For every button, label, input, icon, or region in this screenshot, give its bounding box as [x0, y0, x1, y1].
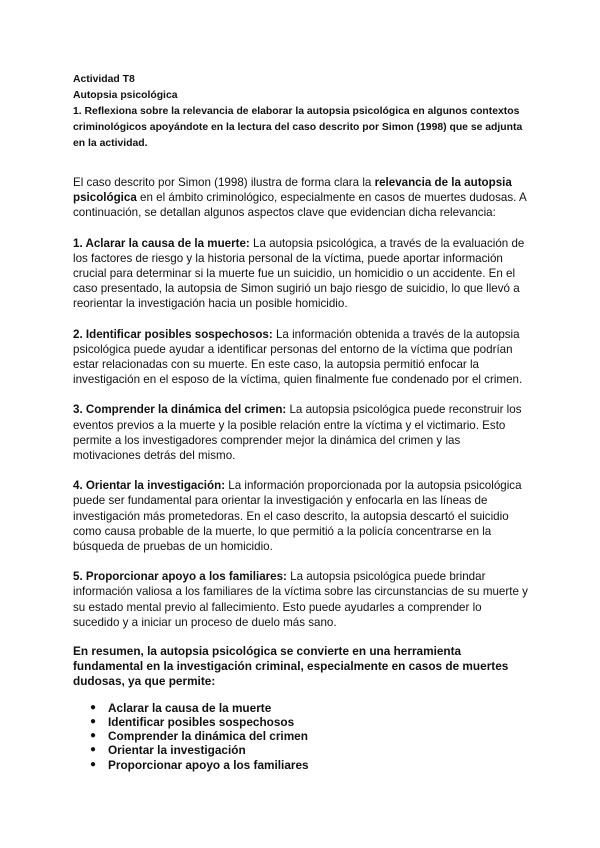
- intro-text-after: en el ámbito criminológico, especialmente en casos de muertes dudosas. A continuación, se detallan algunos aspectos clave que evidencian dicha relevancia:: [73, 191, 527, 220]
- section-2: [73, 327, 528, 388]
- section-1: [73, 236, 528, 312]
- intro-text-bold: relevancia de la autopsia psicológica: [73, 176, 512, 205]
- section-2-lead: 2. Identificar posibles sospechosos:: [73, 327, 273, 341]
- summary-bullet-list: [73, 701, 528, 772]
- section-4: [73, 478, 528, 554]
- section-5: [73, 569, 528, 630]
- summary-paragraph: En resumen, la autopsia psicológica se convierte en una herramienta fundamental en la investigación criminal, especialmente en casos de muertes dudosas, ya que permite:: [73, 644, 509, 689]
- activity-title: Actividad T8: [73, 74, 135, 85]
- list-item: ● Proporcionar apoyo a los familiares: [90, 757, 309, 772]
- section-5-lead: 5. Proporcionar apoyo a los familiares:: [73, 570, 287, 584]
- bullet-dot-icon: ●: [90, 758, 97, 770]
- list-item: ● Aclarar la causa de la muerte: [90, 700, 272, 715]
- question-text: 1. Reflexiona sobre la relevancia de elaborar la autopsia psicológica en algunos contextos criminológicos apoyándote en la lectura del caso descrito por Simon (1998) que se adjunta en la actividad.: [73, 106, 523, 149]
- section-3-text: La autopsia psicológica puede reconstruir los eventos previos a la muerte y la posible relación entre la víctima y el victimario. Esto permite a los investigadores comprender mejor la dinámica del crimen y las motivaciones detrás del mismo.: [73, 403, 522, 463]
- intro-text-before: El caso descrito por Simon (1998) ilustra de forma clara la: [73, 176, 375, 189]
- section-2-text: La información obtenida a través de la autopsia psicológica puede ayudar a identificar personas del entorno de la víctima que podrían estar relacionadas con su muerte. En este caso, la autopsia permitió enfocar la investigación en el esposo de la víctima, quien finalmente fue condenado por el crimen.: [73, 327, 523, 387]
- bullet-dot-icon: ●: [90, 744, 97, 756]
- bullet-dot-icon: ●: [90, 701, 97, 713]
- bullet-dot-icon: ●: [90, 730, 97, 742]
- section-4-text: La información proporcionada por la autopsia psicológica puede ser fundamental para orientar la investigación y enfocarla en las líneas de investigación más prometedoras. En el caso descrito, la autopsia descartó el suicidio como causa probable de la muerte, lo que permitió a la policía concentrarse en la búsqueda de pruebas de un homicidio.: [73, 479, 522, 554]
- section-3: [73, 402, 528, 463]
- section-3-lead: 3. Comprender la dinámica del crimen:: [73, 403, 287, 417]
- list-item: ● Identificar posibles sospechosos: [90, 714, 295, 729]
- section-4-lead: 4. Orientar la investigación:: [73, 479, 226, 493]
- intro-paragraph: [73, 175, 528, 221]
- section-1-text: La autopsia psicológica, a través de la evaluación de los factores de riesgo y la historia personal de la víctima, puede aportar información crucial para determinar si la muerte fue un suicidio, un homicidio o un accidente. En el caso presentado, la autopsia de Simon sugirió un bajo riesgo de suicidio, lo que llevó a reorientar la investigación hacia un posible homicidio.: [73, 236, 525, 311]
- list-item: ● Comprender la dinámica del crimen: [90, 729, 308, 744]
- list-item: ● Orientar la investigación: [90, 743, 246, 758]
- section-5-text: La autopsia psicológica puede brindar información valiosa a los familiares de la víctima sobre las circunstancias de su muerte y su estado mental previo al fallecimiento. Esto puede ayudarles a comprender lo sucedido y a iniciar un proceso de duelo más sano.: [73, 570, 528, 629]
- section-1-lead: 1. Aclarar la causa de la muerte:: [73, 236, 250, 250]
- document-page: [73, 72, 528, 772]
- bullet-dot-icon: ●: [90, 715, 97, 727]
- topic-title: Autopsia psicológica: [73, 90, 178, 101]
